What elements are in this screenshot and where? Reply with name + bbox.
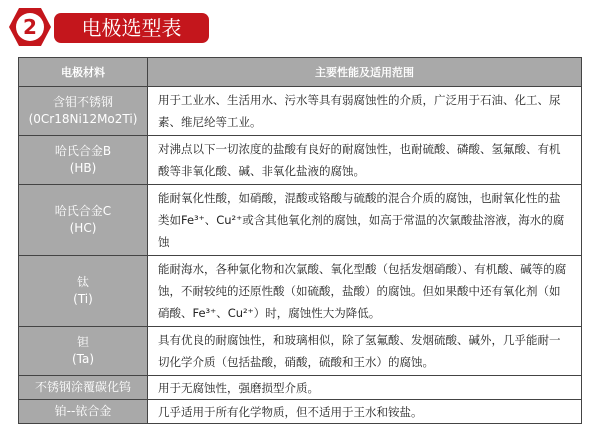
table-header	[19, 58, 582, 87]
material-code: (0Cr18Ni12Mo2Ti)	[28, 112, 138, 126]
material-cell	[19, 256, 148, 327]
material-code: (Ta)	[71, 352, 95, 366]
table-row	[19, 256, 582, 327]
material-code: (Ti)	[73, 292, 93, 306]
material-name: 哈氏合金B	[54, 144, 112, 158]
material-cell	[19, 376, 148, 400]
material-name: 铂--铱合金	[54, 404, 112, 418]
performance-cell: 用于工业水、生活用水、污水等具有弱腐蚀性的介质，广泛用于石油、化工、尿素、维尼纶等工业。	[148, 87, 582, 136]
material-cell	[19, 185, 148, 256]
section-number: 2	[23, 15, 37, 39]
performance-cell: 具有优良的耐腐蚀性，和玻璃相似，除了氢氟酸、发烟硫酸、碱外，几乎能耐一切化学介质（包括盐酸，硝酸，硫酸和王水）的腐蚀。	[148, 327, 582, 376]
table-row	[19, 136, 582, 185]
material-cell	[19, 400, 148, 424]
column-header-material: 电极材料	[19, 58, 148, 87]
table-row	[19, 327, 582, 376]
column-header-performance: 主要性能及适用范围	[148, 58, 582, 87]
electrode-selection-table	[18, 57, 582, 424]
material-name: 不锈钢涂覆碳化钨	[34, 380, 131, 394]
material-name: 钛	[76, 275, 89, 289]
section-title: 电极选型表	[54, 13, 209, 43]
performance-cell: 几乎适用于所有化学物质，但不适用于王水和铵盐。	[148, 400, 582, 424]
material-name: 钽	[76, 335, 89, 349]
material-code: (HC)	[69, 221, 97, 235]
section-number-badge	[8, 7, 52, 47]
table-row	[19, 400, 582, 424]
performance-cell: 用于无腐蚀性，强磨损型介质。	[148, 376, 582, 400]
performance-cell: 能耐氧化性酸，如硝酸，混酸或铬酸与硫酸的混合介质的腐蚀，也耐氧化性的盐类如Fe³⁺、Cu²⁺或含其他氧化剂的腐蚀，如高于常温的次氯酸盐溶液，海水的腐蚀	[148, 185, 582, 256]
material-cell	[19, 327, 148, 376]
material-cell	[19, 136, 148, 185]
material-code: (HB)	[69, 161, 97, 175]
performance-cell: 能耐海水，各种氯化物和次氯酸、氧化型酸（包括发烟硝酸）、有机酸、碱等的腐蚀，不耐较纯的还原性酸（如硫酸，盐酸）的腐蚀。但如果酸中还有氧化剂（如硝酸、Fe³⁺、Cu²⁺）时，腐蚀性大为降低。	[148, 256, 582, 327]
table-row	[19, 376, 582, 400]
material-name: 哈氏合金C	[54, 204, 112, 218]
performance-cell: 对沸点以下一切浓度的盐酸有良好的耐腐蚀性，也耐硫酸、磷酸、氢氟酸、有机酸等非氧化酸、碱、非氧化盐液的腐蚀。	[148, 136, 582, 185]
material-cell	[19, 87, 148, 136]
table-row	[19, 185, 582, 256]
material-name: 含钼不锈钢	[52, 95, 113, 109]
table-row	[19, 87, 582, 136]
